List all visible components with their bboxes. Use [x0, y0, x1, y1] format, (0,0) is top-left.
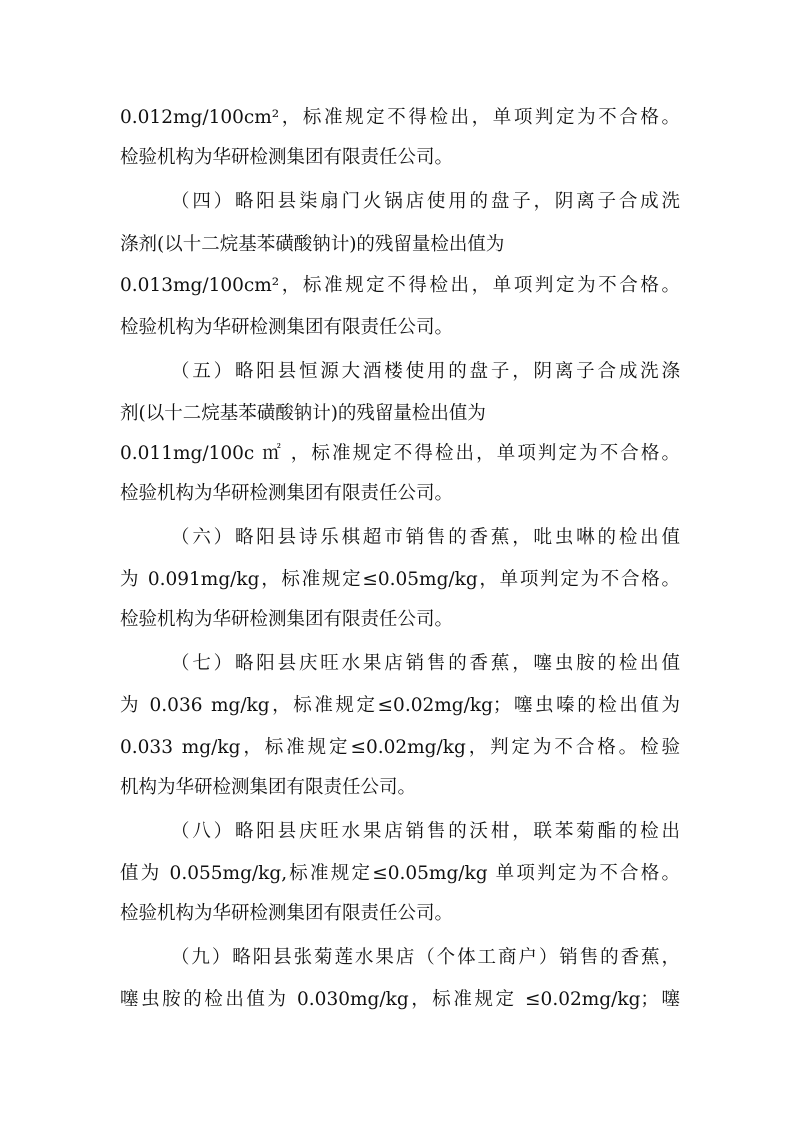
text-line: 检验机构为华研检测集团有限责任公司。 [120, 317, 454, 338]
text-line: 涤剂(以十二烷基苯磺酸钠计)的残留量检出值为 [120, 234, 505, 255]
text-line: 0.033 mg/kg，标准规定≤0.02mg/kg，判定为不合格。检验 [120, 737, 680, 758]
text-line: 为 0.091mg/kg，标准规定≤0.05mg/kg，单项判定为不合格。 [120, 569, 680, 590]
text-line: 0.012mg/100cm²，标准规定不得检出，单项判定为不合格。 [120, 107, 680, 128]
paragraph-start-line: （九）略阳县张菊莲水果店（个体工商户）销售的香蕉， [171, 947, 680, 968]
paragraph-start-line: （七）略阳县庆旺水果店销售的香蕉，噻虫胺的检出值 [171, 653, 680, 674]
text-line: 剂(以十二烷基苯磺酸钠计)的残留量检出值为 [120, 403, 486, 424]
paragraph-start-line: （六）略阳县诗乐棋超市销售的香蕉，吡虫啉的检出值 [171, 527, 680, 548]
paragraph-start-line: （五）略阳县恒源大酒楼使用的盘子，阴离子合成洗涤 [171, 361, 680, 382]
text-line: 机构为华研检测集团有限责任公司。 [120, 777, 417, 798]
text-line: 为 0.036 mg/kg，标准规定≤0.02mg/kg；噻虫嗪的检出值为 [120, 695, 680, 716]
text-line: 检验机构为华研检测集团有限责任公司。 [120, 609, 454, 630]
text-line: 噻虫胺的检出值为 0.030mg/kg，标准规定 ≤0.02mg/kg；噻 [120, 989, 680, 1010]
paragraph-start-line: （四）略阳县柒扇门火锅店使用的盘子，阴离子合成洗 [171, 191, 680, 212]
text-line: 0.013mg/100cm²，标准规定不得检出，单项判定为不合格。 [120, 275, 680, 296]
text-line: 检验机构为华研检测集团有限责任公司。 [120, 903, 454, 924]
text-line: 值为 0.055mg/kg,标准规定≤0.05mg/kg 单项判定为不合格。 [120, 863, 680, 884]
text-line: 检验机构为华研检测集团有限责任公司。 [120, 483, 454, 504]
paragraph-start-line: （八）略阳县庆旺水果店销售的沃柑，联苯菊酯的检出 [171, 821, 680, 842]
text-line: 检验机构为华研检测集团有限责任公司。 [120, 147, 454, 168]
text-line: 0.011mg/100c ㎡ ，标准规定不得检出，单项判定为不合格。 [120, 443, 680, 464]
